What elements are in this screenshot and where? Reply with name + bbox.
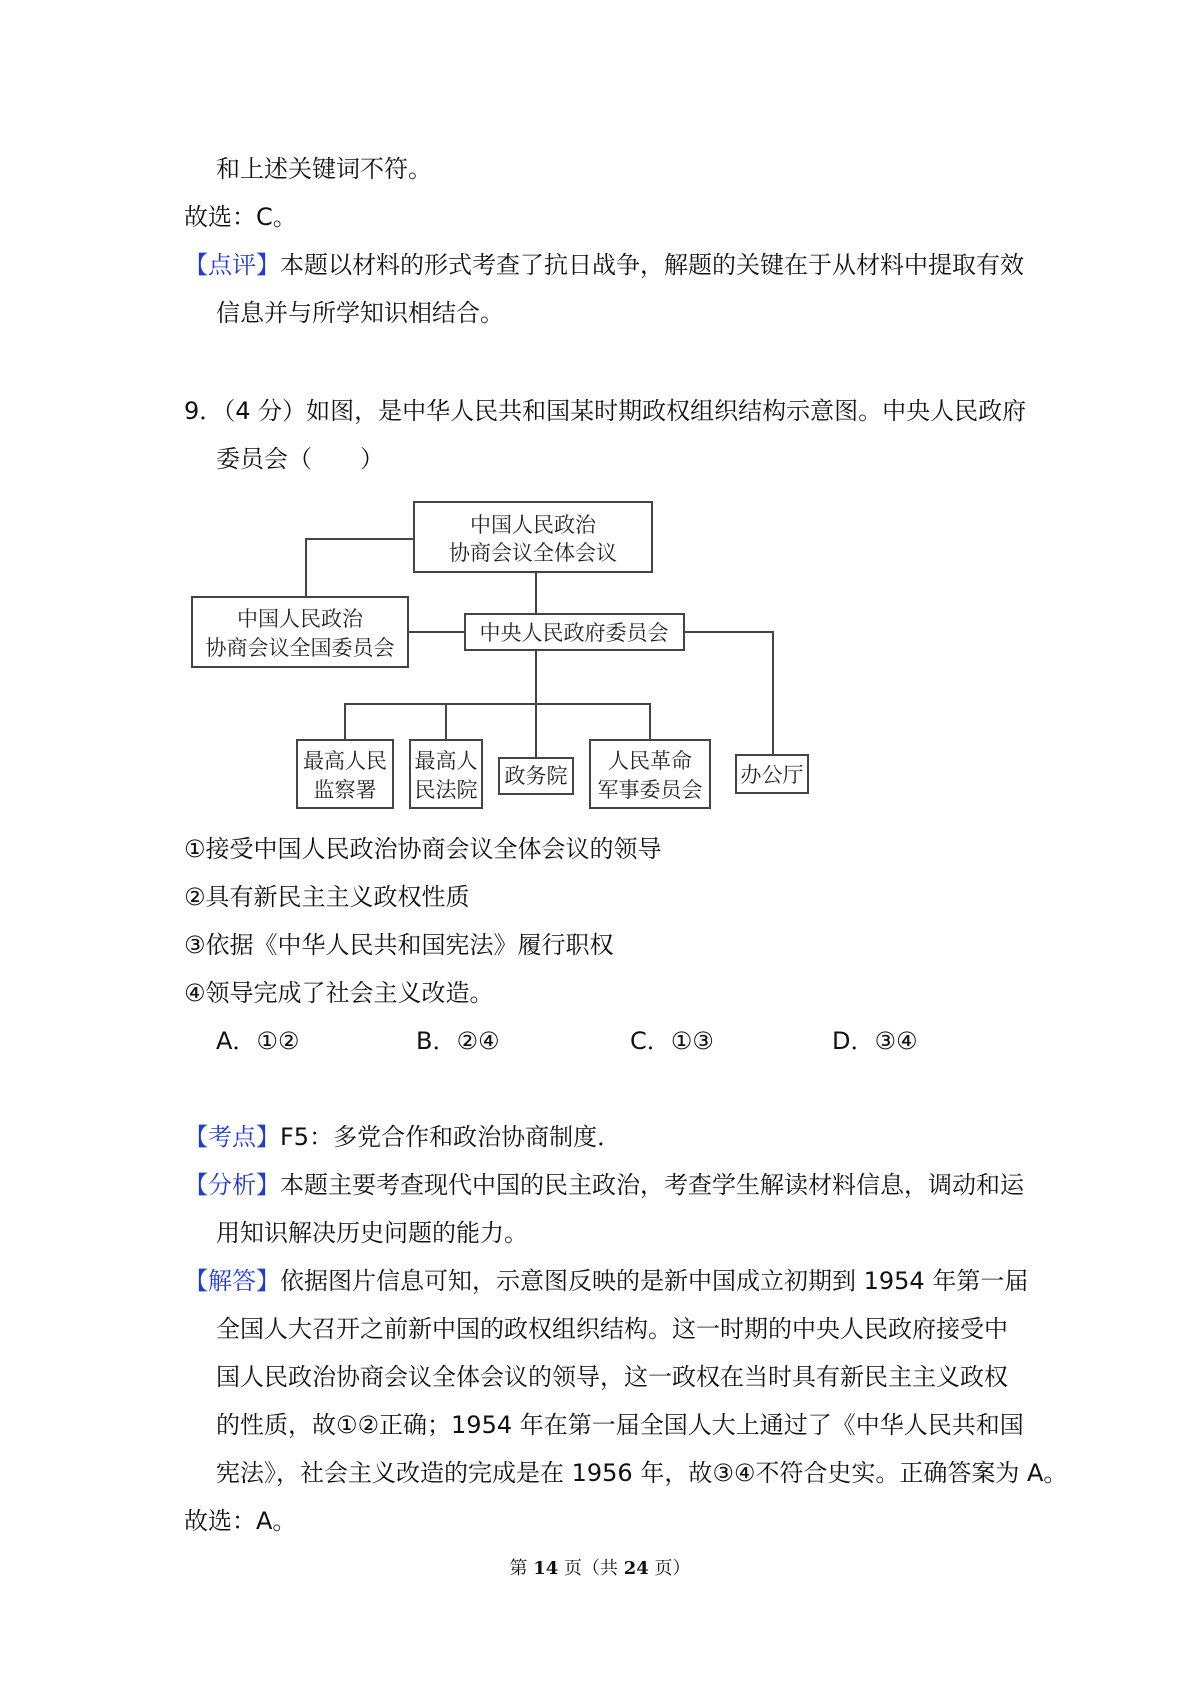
question-stem-2: 委员会（ ） [216, 445, 384, 473]
box-b1-text-1: 最高人民 [303, 749, 387, 773]
box-b5-text: 办公厅 [740, 763, 804, 787]
kaodian-tag: 【考点】 [184, 1123, 280, 1151]
footer-mid: 页（共 [564, 1558, 618, 1579]
fenxi-tag: 【分析】 [184, 1171, 280, 1199]
prev-review-line-2: 信息并与所学知识相结合。 [216, 299, 504, 327]
jieda-text-1: 依据图片信息可知，示意图反映的是新中国成立初期到 1954 年第一届 [280, 1267, 1029, 1295]
statement-2: ②具有新民主主义政权性质 [184, 883, 470, 911]
statement-4: ④领导完成了社会主义改造。 [184, 979, 494, 1007]
fenxi-line-2: 用知识解决历史问题的能力。 [216, 1219, 528, 1247]
option-d: D．③④ [832, 1027, 918, 1055]
kaodian-text: F5：多党合作和政治协商制度． [280, 1123, 622, 1151]
jieda-line-5: 宪法》，社会主义改造的完成是在 1956 年，故③④不符合史实。正确答案为 A。 [216, 1459, 1068, 1487]
box-b1-text-2: 监察署 [313, 778, 377, 802]
box-b4-text-2: 军事委员会 [597, 778, 703, 802]
fenxi-text-1: 本题主要考查现代中国的民主政治，考查学生解读材料信息，调动和运 [280, 1171, 1024, 1199]
box-left-text-2: 协商会议全国委员会 [205, 636, 395, 660]
box-top-text-2: 协商会议全体会议 [449, 541, 617, 565]
option-a: A．①② [216, 1027, 300, 1055]
line-center-office [684, 632, 773, 755]
prev-answer: 故选：C。 [184, 203, 297, 231]
option-c: C．①③ [630, 1027, 714, 1055]
jieda-tag: 【解答】 [184, 1267, 280, 1295]
box-top-text-1: 中国人民政治 [470, 513, 596, 537]
page-footer [0, 1554, 1200, 1580]
review-tag: 【点评】 [184, 251, 280, 279]
statement-3: ③依据《中华人民共和国宪法》履行职权 [184, 931, 614, 959]
jieda-line-1 [184, 1264, 1028, 1298]
statement-1: ①接受中国人民政治协商会议全体会议的领导 [184, 835, 662, 863]
box-b2-text-2: 民法院 [414, 778, 478, 802]
box-b2-text-1: 最高人 [414, 749, 478, 773]
prev-continuation: 和上述关键词不符。 [216, 155, 432, 183]
jieda-line-3: 国人民政治协商会议全体会议的领导，这一政权在当时具有新民主主义政权 [216, 1363, 1008, 1391]
question-stem-1: 9．（4 分）如图，是中华人民共和国某时期政权组织结构示意图。中央人民政府 [184, 397, 1027, 425]
org-structure-diagram [188, 496, 828, 816]
line-top-left [306, 539, 414, 597]
box-b3-text: 政务院 [504, 764, 568, 788]
footer-page-number: 14 [533, 1558, 559, 1579]
final-answer: 故选：A。 [184, 1507, 297, 1535]
prev-review-line-1 [184, 248, 1024, 282]
box-center-text: 中央人民政府委员会 [479, 621, 669, 645]
kaodian-line [184, 1120, 621, 1154]
footer-post: 页） [654, 1558, 691, 1579]
footer-total-pages: 24 [623, 1558, 649, 1579]
line-bottom-bus [345, 704, 650, 740]
box-left-text-1: 中国人民政治 [237, 607, 363, 631]
jieda-line-2: 全国人大召开之前新中国的政权组织结构。这一时期的中央人民政府接受中 [216, 1315, 1008, 1343]
box-b4-text-1: 人民革命 [608, 749, 692, 773]
review-text-1: 本题以材料的形式考查了抗日战争，解题的关键在于从材料中提取有效 [280, 251, 1024, 279]
fenxi-line-1 [184, 1168, 1024, 1202]
org-chart-svg [188, 496, 828, 816]
footer-pre: 第 [509, 1558, 528, 1579]
jieda-line-4: 的性质，故①②正确；1954 年在第一届全国人大上通过了《中华人民共和国 [216, 1411, 1024, 1439]
option-b: B．②④ [416, 1027, 500, 1055]
